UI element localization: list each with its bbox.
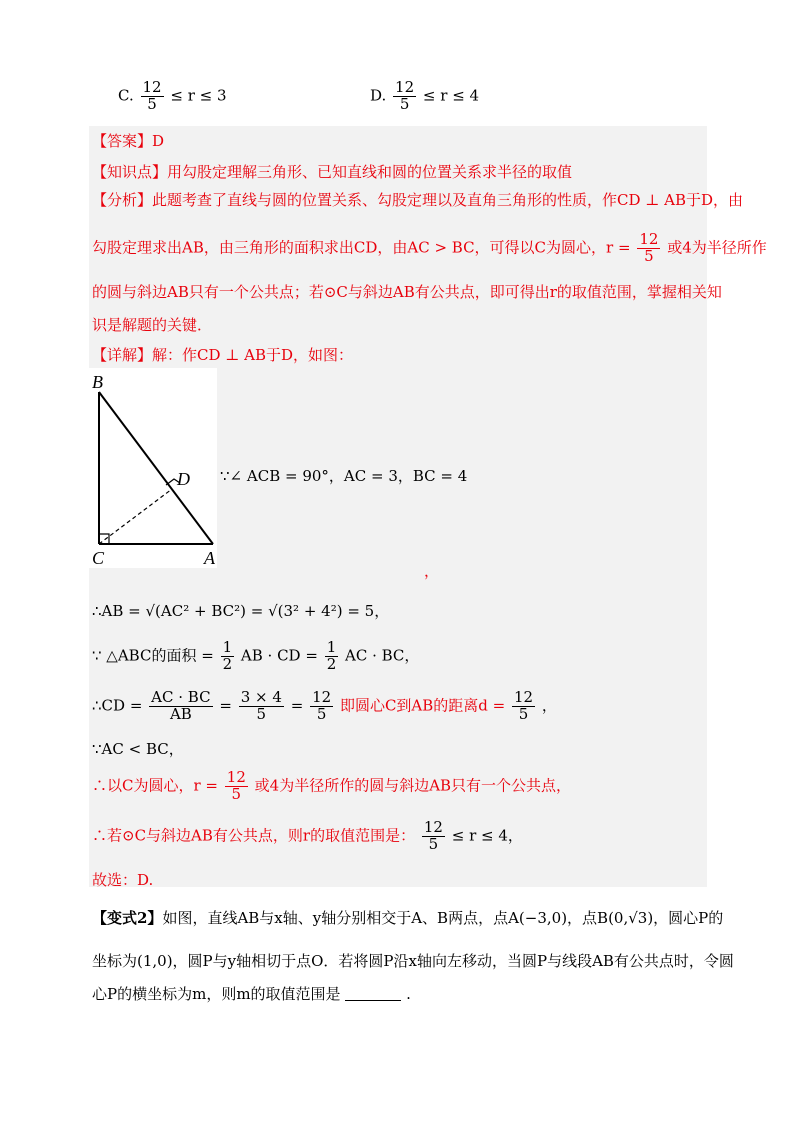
step-ab: ∴AB = √(AC² + BC²) = √(3² + 4²) = 5， [92, 602, 390, 620]
label-d: D [177, 469, 190, 489]
variant-line-1: 【变式2】如图，直线AB与x轴、y轴分别相交于A、B两点，点A(−3,0)，点B(0,√3)，圆心P的 [92, 909, 724, 927]
answer-blank[interactable] [345, 1000, 401, 1001]
option-d: D. $\frac{12}{5}$ ≤ r ≤ 4 [370, 78, 480, 113]
analysis-line-3: 的圆与斜边AB只有一个公共点；若⊙C与斜边AB有公共点，即可得出r的取值范围，掌握相关知 [92, 283, 722, 301]
label-c: C [92, 548, 105, 568]
knowledge-line: 【知识点】用勾股定理解三角形、已知直线和圆的位置关系求半径的取值 [92, 163, 573, 181]
label-b: B [92, 372, 103, 392]
step-area: ∵ △ABC的面积 = $\frac{1}{2}$ AB · CD = $\frac{1}{2}$ AC · BC， [92, 638, 420, 673]
variant-line-3: 心P的横坐标为m，则m的取值范围是 . [92, 985, 411, 1003]
answer-line: 【答案】D [92, 132, 165, 150]
triangle-diagram [89, 368, 217, 568]
step-one-point: ∴以C为圆心，r = $\frac{12}{5}$ 或4为半径所作的圆与斜边AB只有一个公共点， [92, 768, 572, 803]
side-ab [99, 392, 213, 544]
analysis-line-1: 【分析】此题考查了直线与圆的位置关系、勾股定理以及直角三角形的性质，作CD ⊥ AB于D，由 [92, 191, 744, 209]
variant-line-2: 坐标为(1,0)，圆P与y轴相切于点O．若将圆P沿x轴向左移动，当圆P与线段AB有公共点时，令圆 [92, 952, 734, 970]
given-line: ∵∠ ACB = 90°，AC = 3，BC = 4 [220, 467, 468, 485]
stray-comma: ， [424, 562, 440, 580]
option-c-fraction: $\frac{12}{5}$ [142, 78, 162, 113]
option-d-fraction: $\frac{12}{5}$ [395, 78, 415, 113]
step-range: ∴若⊙C与斜边AB有公共点，则r的取值范围是： $\frac{12}{5}$ ≤ r ≤ 4， [92, 818, 523, 853]
label-a: A [204, 548, 215, 568]
step-compare: ∵AC < BC， [92, 740, 184, 758]
option-c: C. $\frac{12}{5}$ ≤ r ≤ 3 [118, 78, 227, 113]
analysis-line-2: 勾股定理求出AB，由三角形的面积求出CD，由AC > BC，可得以C为圆心，r = $\frac{12}{5}$ 或4为半径所作 [92, 230, 767, 265]
analysis-line-4: 识是解题的关键． [92, 316, 213, 334]
triangle-figure [89, 368, 217, 568]
step-cd: ∴CD = $\frac{AC \cdot BC}{AB}$ = $\frac{3 \times 4}{5}$ = $\frac{12}{5}$ 即圆心C到AB的距离d = $\frac{12}{5}$ ， [92, 688, 557, 723]
detail-line: 【详解】解：作CD ⊥ AB于D，如图： [92, 346, 354, 364]
altitude-cd [99, 489, 172, 544]
step-choice: 故选：D. [92, 871, 154, 889]
